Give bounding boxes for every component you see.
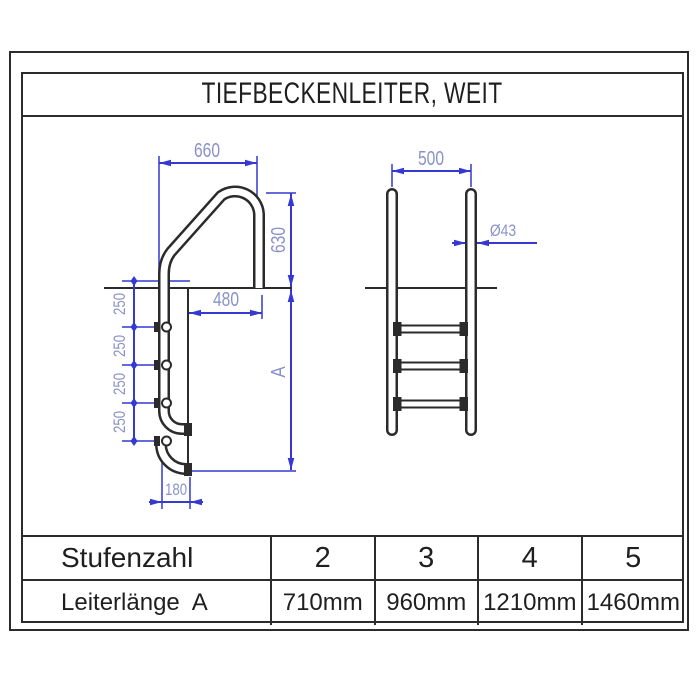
dim-label-480: 480 (212, 288, 240, 311)
dim-label-180: 180 (164, 480, 188, 500)
dim-label-660: 660 (193, 139, 221, 162)
title-bar (21, 72, 684, 117)
table-cell-steps-3: 3 (374, 537, 478, 581)
table-cell-steps-5: 5 (581, 537, 685, 581)
dim-label-250-3: 250 (110, 372, 130, 396)
dim-label-500: 500 (417, 147, 445, 170)
dim-label-250-4: 250 (110, 410, 130, 434)
dim-label-diameter: Ø43 (489, 221, 517, 241)
table-row-label: Stufenzahl (21, 537, 270, 581)
table-cell-length-2: 960mm (374, 581, 478, 625)
table-cell-length-3: 1210mm (477, 581, 581, 625)
table-cell-length-4: 1460mm (581, 581, 685, 625)
table-cell-steps-2: 2 (270, 537, 374, 581)
dim-label-A: A (266, 366, 290, 378)
dim-label-250-1: 250 (110, 292, 130, 316)
page-title: TIEFBECKENLEITER, WEIT (201, 76, 504, 110)
table-row-label: Leiterlänge A (61, 589, 208, 616)
table-cell-length-1: 710mm (270, 581, 374, 625)
spec-table (21, 535, 684, 623)
dim-label-630: 630 (267, 226, 290, 254)
dim-label-250-2: 250 (110, 334, 130, 358)
table-cell-steps-4: 4 (477, 537, 581, 581)
